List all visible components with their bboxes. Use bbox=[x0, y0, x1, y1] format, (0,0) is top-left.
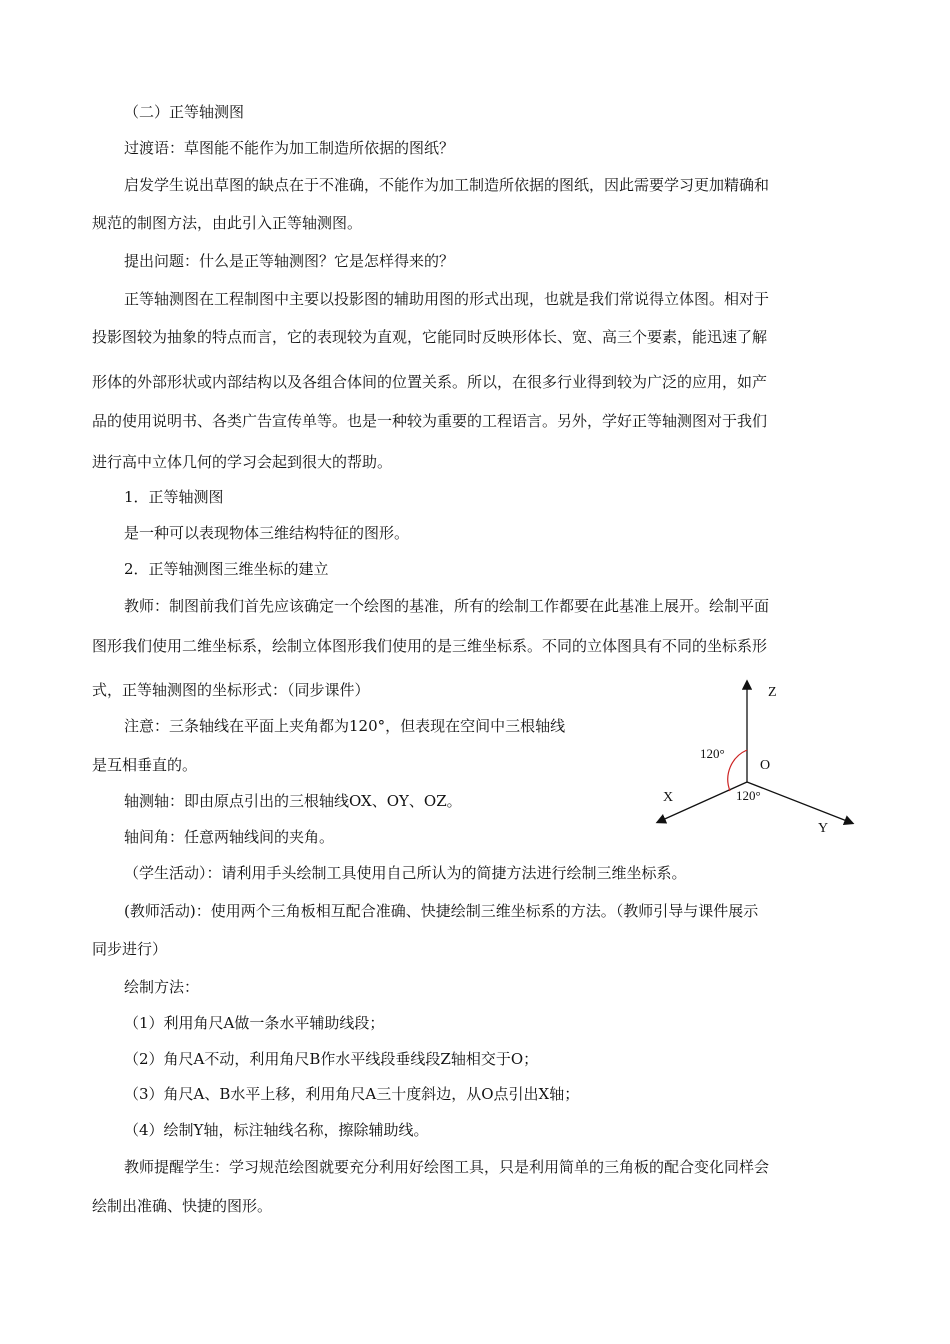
angle-label-lower: 120° bbox=[736, 788, 761, 803]
paragraph-line: 正等轴测图在工程制图中主要以投影图的辅助用图的形式出现，也就是我们常说得立体图。相对于 bbox=[124, 290, 770, 308]
item-desc: 是一种可以表现物体三维结构特征的图形。 bbox=[124, 524, 410, 542]
isometric-axes-diagram bbox=[650, 676, 860, 846]
section-title: （二）正等轴测图 bbox=[124, 103, 245, 121]
paragraph-line: 图形我们使用二维坐标系，绘制立体图形我们使用的是三维坐标系。不同的立体图具有不同的坐标系形 bbox=[92, 637, 768, 655]
teacher-activity-line: (教师活动)：使用两个三角板相互配合准确、快捷绘制三维坐标系的方法。（教师引导与课件展示 bbox=[124, 902, 759, 920]
method-step: （1）利用角尺A做一条水平辅助线段； bbox=[124, 1014, 385, 1032]
note-line: 是互相垂直的。 bbox=[92, 756, 198, 774]
z-axis-label: Z bbox=[768, 685, 777, 700]
angle-arc bbox=[728, 750, 747, 791]
item-heading: 1．正等轴测图 bbox=[124, 488, 224, 506]
y-axis-line bbox=[747, 782, 852, 823]
axis-definition: 轴测轴：即由原点引出的三根轴线OX、OY、OZ。 bbox=[124, 792, 462, 810]
question-text: 提出问题：什么是正等轴测图？它是怎样得来的？ bbox=[124, 252, 455, 270]
angle-definition: 轴间角：任意两轴线间的夹角。 bbox=[124, 828, 335, 846]
y-axis-label: Y bbox=[818, 821, 829, 836]
origin-label: O bbox=[760, 758, 771, 773]
paragraph-line: 投影图较为抽象的特点而言，它的表现较为直观，它能同时反映形体长、宽、高三个要素，能迅速了解 bbox=[92, 328, 768, 346]
x-axis-label: X bbox=[663, 790, 674, 805]
transition-text: 过渡语：草图能不能作为加工制造所依据的图纸？ bbox=[124, 139, 455, 157]
angle-label-upper: 120° bbox=[700, 746, 725, 761]
method-step: （4）绘制Y轴，标注轴线名称，擦除辅助线。 bbox=[124, 1121, 429, 1139]
method-title: 绘制方法： bbox=[124, 978, 200, 996]
method-step: （2）角尺A不动，利用角尺B作水平线段垂线段Z轴相交于O； bbox=[124, 1050, 539, 1068]
paragraph-line: 教师提醒学生：学习规范绘图就要充分利用好绘图工具，只是利用简单的三角板的配合变化同样会 bbox=[124, 1158, 770, 1176]
paragraph-line: 品的使用说明书、各类广告宣传单等。也是一种较为重要的工程语言。另外，学好正等轴测图对于我们 bbox=[92, 412, 768, 430]
paragraph-line: 绘制出准确、快捷的图形。 bbox=[92, 1197, 273, 1215]
method-step: （3）角尺A、B水平上移，利用角尺A三十度斜边，从O点引出X轴； bbox=[124, 1085, 580, 1103]
paragraph-line: 进行高中立体几何的学习会起到很大的帮助。 bbox=[92, 453, 393, 471]
paragraph-line: 规范的制图方法，由此引入正等轴测图。 bbox=[92, 214, 363, 232]
teacher-activity-line: 同步进行） bbox=[92, 940, 168, 958]
item-heading: 2．正等轴测图三维坐标的建立 bbox=[124, 560, 329, 578]
paragraph-line: 形体的外部形状或内部结构以及各组合体间的位置关系。所以，在很多行业得到较为广泛的应用，如产 bbox=[92, 373, 768, 391]
paragraph-line: 启发学生说出草图的缺点在于不准确，不能作为加工制造所依据的图纸，因此需要学习更加精确和 bbox=[124, 176, 770, 194]
student-activity: （学生活动）：请利用手头绘制工具使用自己所认为的简捷方法进行绘制三维坐标系。 bbox=[124, 864, 687, 882]
note-line: 注意：三条轴线在平面上夹角都为120°，但表现在空间中三根轴线 bbox=[124, 717, 566, 735]
paragraph-line: 教师：制图前我们首先应该确定一个绘图的基准，所有的绘制工作都要在此基准上展开。绘制平面 bbox=[124, 597, 770, 615]
paragraph-line: 式，正等轴测图的坐标形式：（同步课件） bbox=[92, 681, 370, 699]
